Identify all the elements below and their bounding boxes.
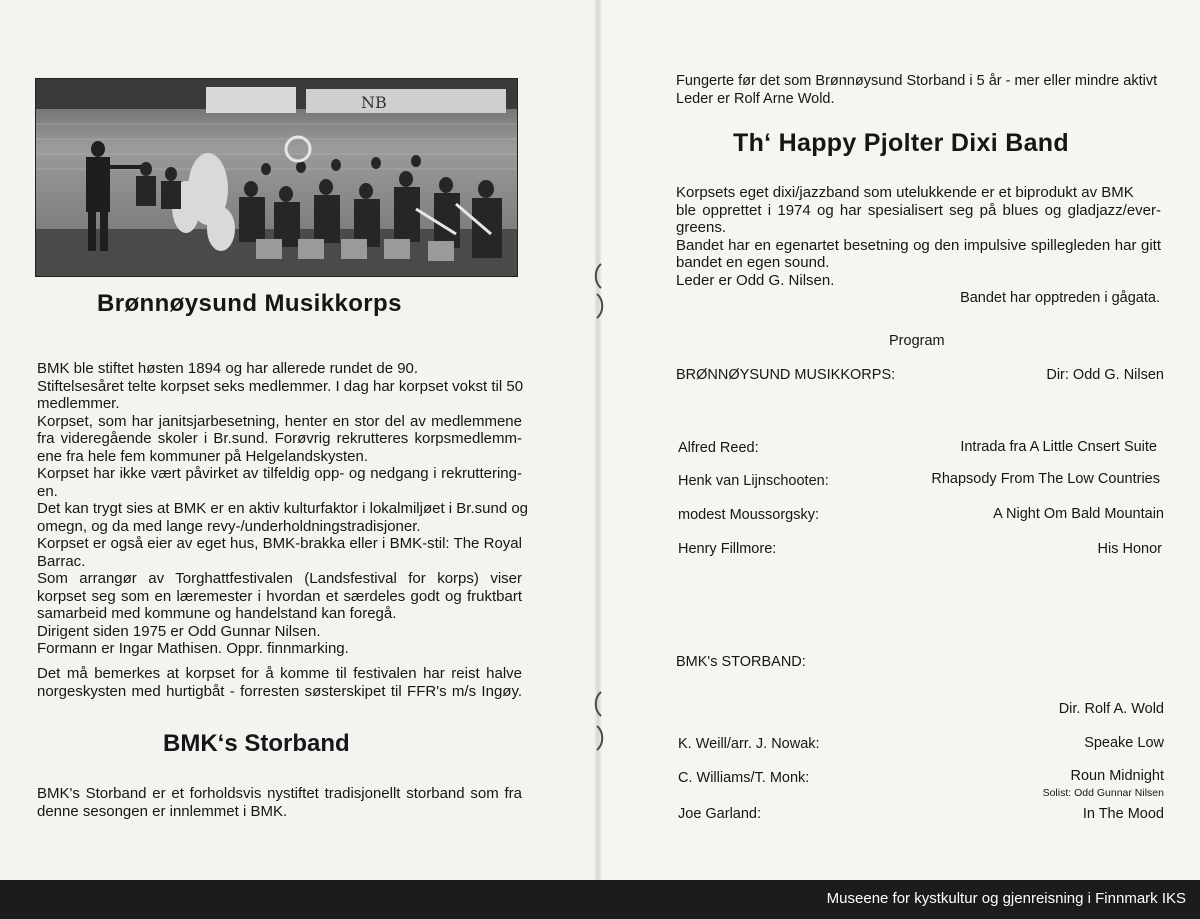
storband-intro bbox=[676, 73, 1161, 108]
staple-bottom-lower bbox=[592, 724, 606, 752]
text-line: norgeskysten med hurtigbåt - forresten søsterskipet til FFR's m/s Ingøy. bbox=[37, 682, 522, 700]
text-line: bandet en egen sound. bbox=[676, 254, 830, 271]
text-line: Som arrangør av Torghattfestivalen (Landsfestival for korps) viser bbox=[37, 570, 522, 587]
title-musikkorps: Brønnøysund Musikkorps bbox=[97, 290, 402, 317]
staple-top-lower bbox=[592, 292, 606, 320]
left-page bbox=[0, 0, 598, 880]
text-line: Fungerte før det som Brønnøysund Storband i 5 år - mer eller mindre aktivt bbox=[676, 73, 1158, 89]
piece-1: Intrada fra A Little Cnsert Suite bbox=[960, 439, 1157, 455]
footer-credit: Museene for kystkultur og gjenreisning i Finnmark IKS bbox=[826, 890, 1186, 907]
composer-7: Joe Garland: bbox=[678, 806, 762, 822]
dixi-closing: Bandet har opptreden i gågata. bbox=[960, 290, 1160, 306]
composer-2: Henk van Lijnschooten: bbox=[678, 473, 829, 489]
title-dixi-band: Th‘ Happy Pjolter Dixi Band bbox=[733, 129, 1069, 157]
staple-top-upper bbox=[592, 262, 606, 290]
band-photo bbox=[35, 78, 518, 277]
musikkorps-header: BRØNNØYSUND MUSIKKORPS: bbox=[676, 367, 896, 383]
storband-paragraph bbox=[37, 785, 522, 820]
text-line: greens. bbox=[676, 219, 727, 236]
title-storband: BMK‘s Storband bbox=[163, 730, 350, 757]
text-line: ble opprettet i 1974 og har spesialisert seg på blues og gladjazz/ever- bbox=[676, 201, 1161, 219]
text-line: Det må bemerkes at korpset for å komme til festivalen har reist halve bbox=[37, 665, 522, 682]
piece-4: His Honor bbox=[1097, 541, 1162, 557]
text-line: Korpset er også eier av eget hus, BMK-brakka eller i BMK-stil: The Royal bbox=[37, 535, 522, 552]
text-line: Barrac. bbox=[37, 552, 86, 570]
piece-5: Speake Low bbox=[1084, 735, 1164, 751]
text-line: Leder er Odd G. Nilsen. bbox=[676, 271, 835, 289]
text-line: BMK's Storband er et forholdsvis nystiftet tradisjonellt storband som fra bbox=[37, 785, 522, 802]
festival-paragraph bbox=[37, 665, 522, 700]
composer-3: modest Moussorgsky: bbox=[678, 507, 820, 523]
composer-4: Henry Fillmore: bbox=[678, 541, 777, 557]
staple-bottom-upper bbox=[592, 690, 606, 718]
text-line: Leder er Rolf Arne Wold. bbox=[676, 90, 835, 107]
text-line: Korpset har ikke vært påvirket av tilfeldig opp- og nedgang i rekruttering- bbox=[37, 465, 522, 482]
text-line: Dirigent siden 1975 er Odd Gunnar Nilsen. bbox=[37, 622, 321, 640]
text-line: samarbeid med kommune og handelstand kan foregå. bbox=[37, 605, 397, 622]
text-line: ene fra hele fem kommuner på Helgelandskysten. bbox=[37, 447, 369, 465]
composer-1: Alfred Reed: bbox=[678, 440, 759, 456]
storband-director: Dir. Rolf A. Wold bbox=[1058, 701, 1164, 717]
composer-6: C. Williams/T. Monk: bbox=[678, 770, 810, 786]
text-line: Det kan trygt sies at BMK er en aktiv kulturfaktor i lokalmiljøet i Br.sund og bbox=[37, 500, 529, 517]
musikkorps-paragraph bbox=[37, 360, 529, 658]
text-line: fra videregående skoler i Br.sund. Forøvrig rekrutteres korpsmedlemm- bbox=[37, 430, 522, 447]
composer-5: K. Weill/arr. J. Nowak: bbox=[678, 736, 820, 752]
text-line: BMK ble stiftet høsten 1894 og har allerede rundet de 90. bbox=[37, 360, 419, 377]
musikkorps-director: Dir: Odd G. Nilsen bbox=[1046, 367, 1164, 383]
piece-3: A Night Om Bald Mountain bbox=[993, 506, 1164, 522]
piece-7: In The Mood bbox=[1082, 806, 1164, 822]
text-line: Korpset, som har janitsjarbesetning, henter en stor del av medlemmene bbox=[37, 412, 522, 430]
photo-banner-text: NB bbox=[361, 93, 387, 112]
text-line: denne sesongen er innlemmet i BMK. bbox=[37, 802, 288, 820]
program-label: Program bbox=[889, 333, 945, 349]
text-line: Bandet har en egenartet besetning og den impulsive spillegleden har gitt bbox=[676, 236, 1161, 254]
text-line: en. bbox=[37, 482, 58, 500]
text-line: omegn, og da med lange revy-/underholdningstradisjoner. bbox=[37, 517, 421, 535]
piece-6: Roun Midnight bbox=[1070, 768, 1164, 784]
text-line: Formann er Ingar Mathisen. Oppr. finnmarking. bbox=[37, 640, 349, 657]
text-line: korpset seg som en læremester i hvordan et særdeles godt og fruktbart bbox=[37, 587, 522, 605]
footer-bar bbox=[0, 880, 1200, 919]
dixi-paragraph bbox=[676, 184, 1161, 289]
text-line: medlemmer. bbox=[37, 395, 120, 412]
text-line: Stiftelsesåret telte korpset seks medlemmer. I dag har korpset vokst til 50 bbox=[37, 377, 524, 395]
piece-2: Rhapsody From The Low Countries bbox=[931, 471, 1160, 487]
right-page bbox=[598, 0, 1200, 880]
text-line: Korpsets eget dixi/jazzband som utelukkende er et biprodukt av BMK bbox=[676, 184, 1134, 201]
soloist-note: Solist: Odd Gunnar Nilsen bbox=[1042, 787, 1164, 799]
storband-header: BMK's STORBAND: bbox=[676, 654, 806, 670]
